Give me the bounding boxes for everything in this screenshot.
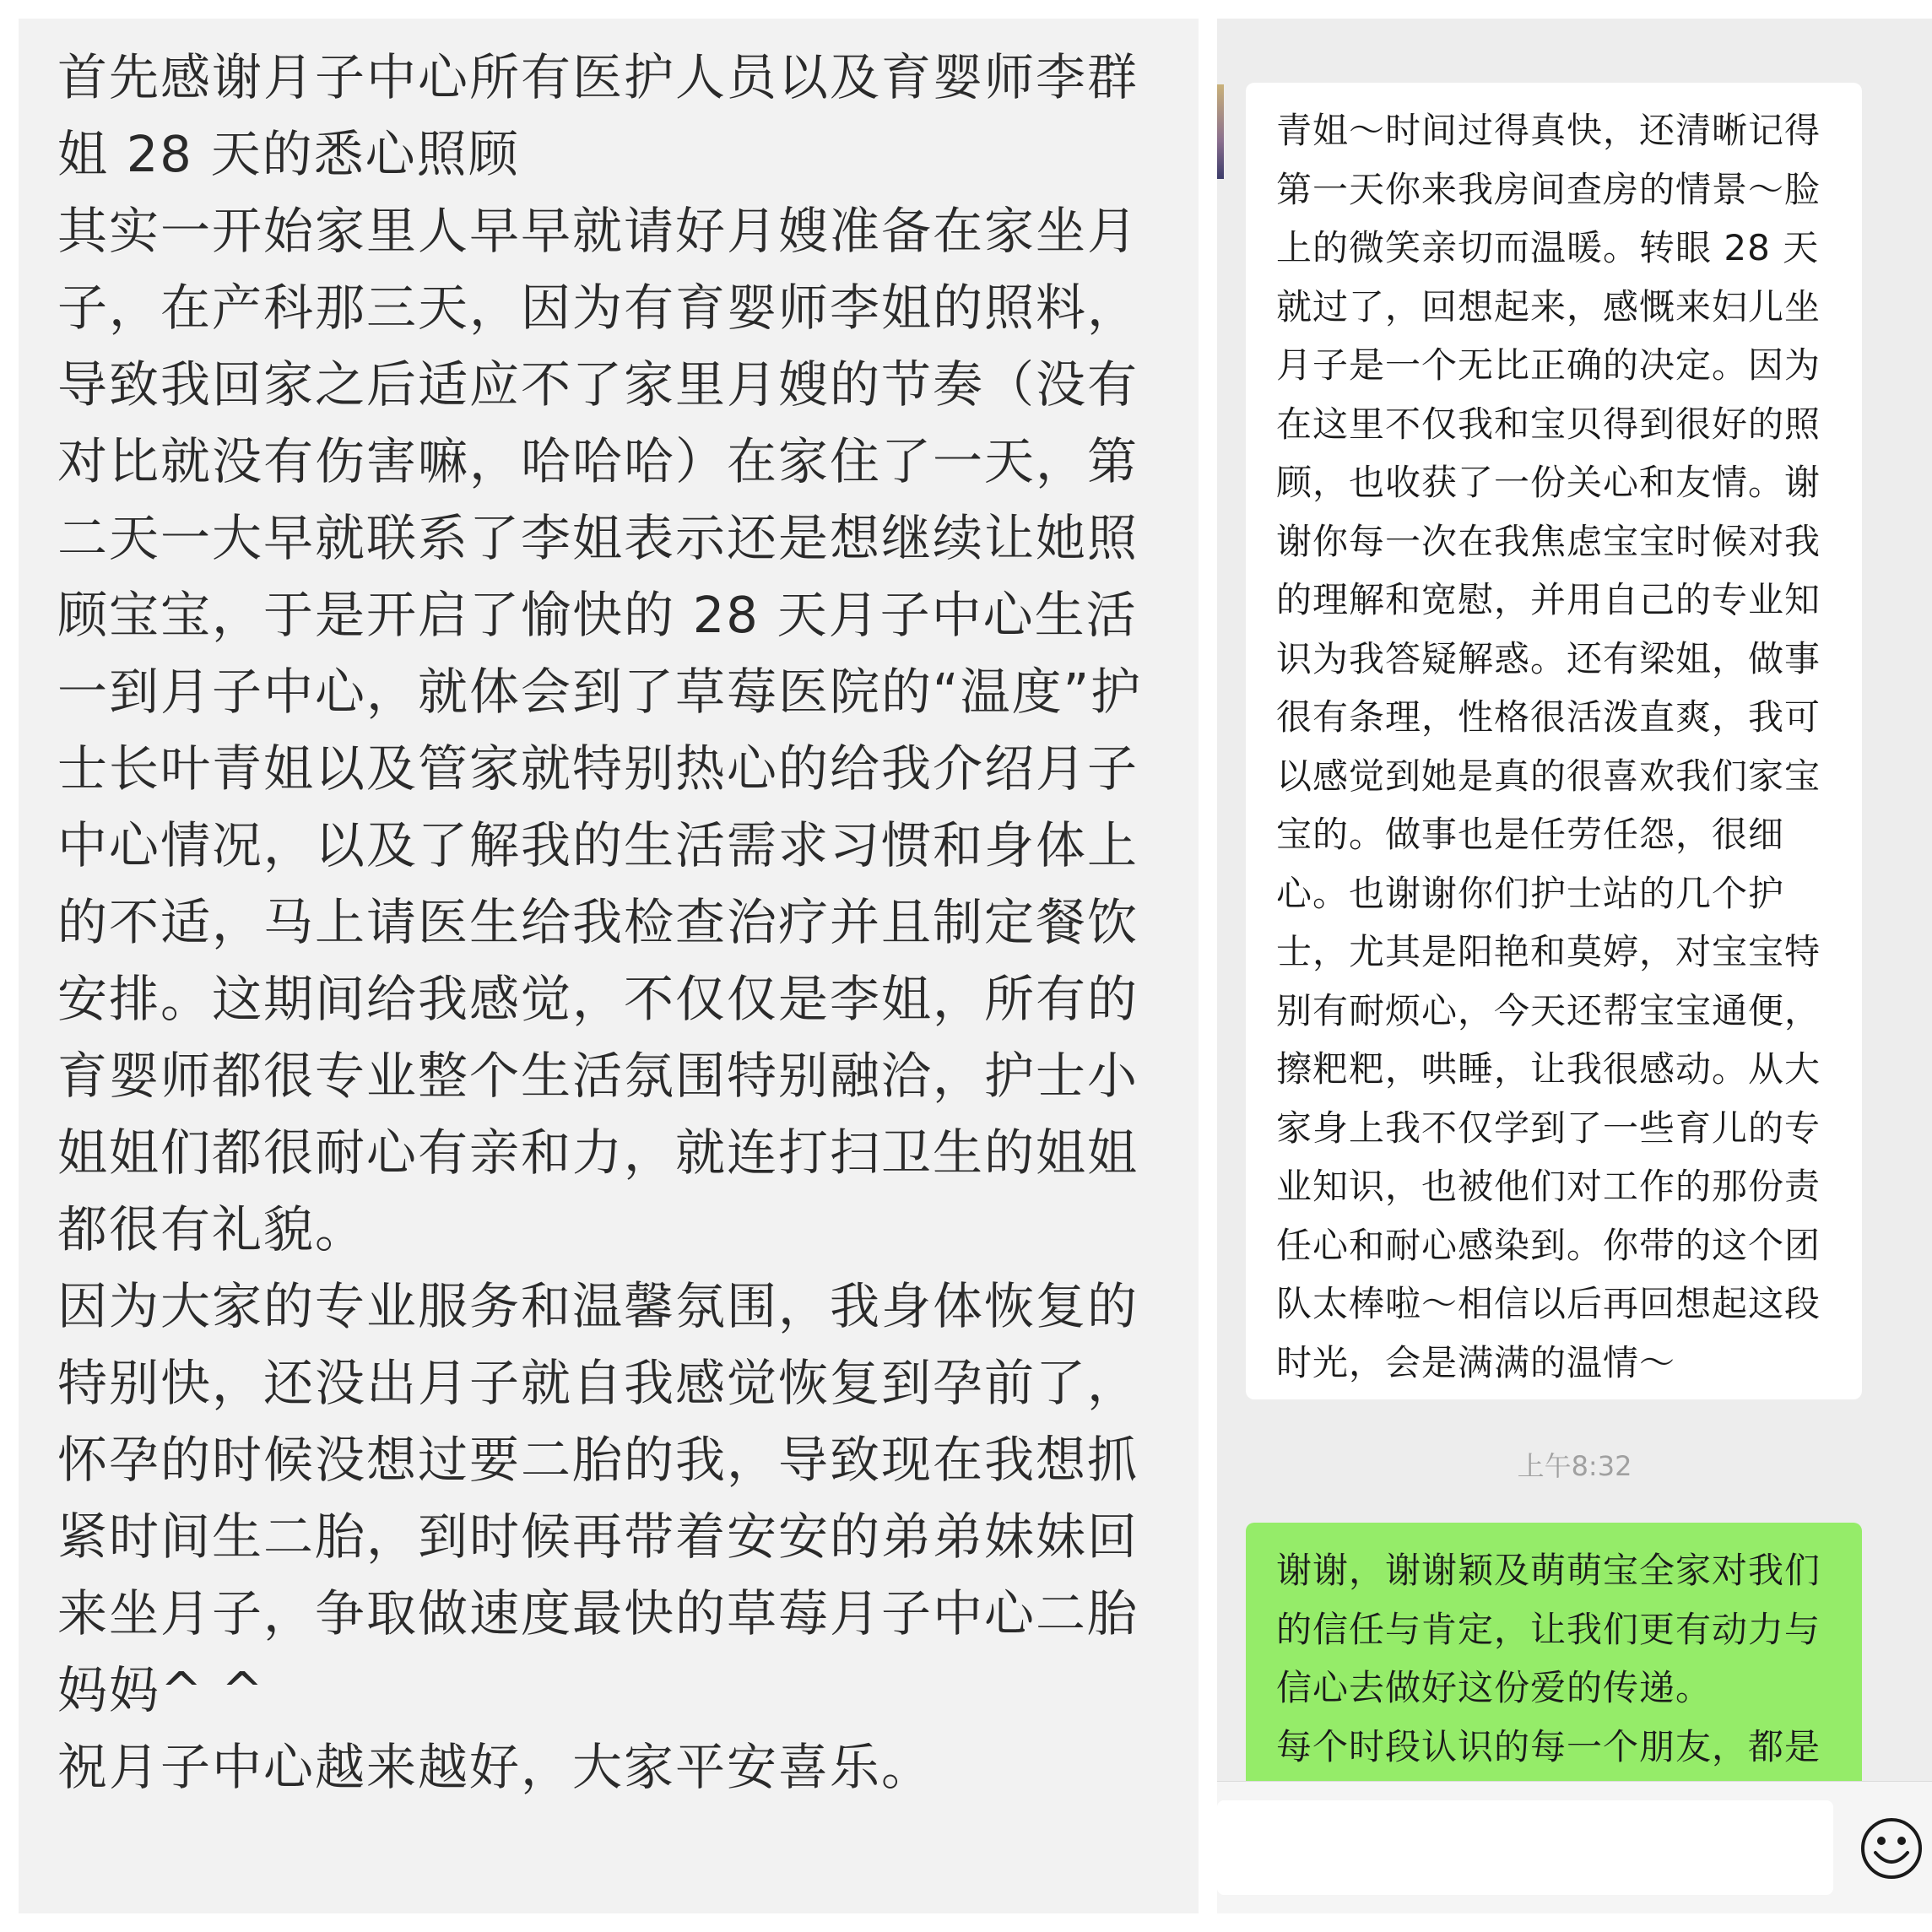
note-paragraph-4: 因为大家的专业服务和温馨氛围，我身体恢复的特别快，还没出月子就自我感觉恢复到孕前了，怀孕的时候没想过要二胎的我，导致现在我想抓紧时间生二胎，到时候再带着安安的弟弟妹妹回来坐月子，争取做速度最快的草莓月子中心二胎妈妈^ ^ (57, 1277, 1139, 1719)
note-paragraph-2: 其实一开始家里人早早就请好月嫂准备在家坐月子，在产科那三天，因为有育婴师李姐的照料，导致我回家之后适应不了家里月嫂的节奏（没有对比就没有伤害嘛，哈哈哈）在家住了一天，第二天一大早就联系了李姐表示还是想继续让她照顾宝宝，于是开启了愉快的 28 天月子中心生活 (57, 202, 1139, 644)
outgoing-message-bubble[interactable] (1246, 1523, 1862, 1810)
message-timestamp: 上午8:32 (1517, 1450, 1632, 1482)
avatar[interactable] (1217, 84, 1224, 179)
note-paragraph-5: 祝月子中心越来越好，大家平安喜乐。 (57, 1738, 934, 1796)
chat-panel (1217, 19, 1932, 1913)
chat-input-bar (1217, 1781, 1932, 1913)
note-paragraph-1: 首先感谢月子中心所有医护人员以及育婴师李群姐 28 天的悉心照顾 (57, 48, 1139, 183)
outgoing-message-text: 谢谢，谢谢颖及萌萌宝全家对我们的信任与肯定，让我们更有动力与信心去做好这份爱的传递。 每个时段认识的每一个朋友，都是 (1276, 1550, 1821, 1767)
message-input[interactable] (1217, 1800, 1833, 1895)
emoji-button[interactable] (1859, 1816, 1924, 1881)
note-panel (19, 19, 1199, 1913)
smiley-icon (1859, 1816, 1924, 1881)
incoming-message-text: 青姐～时间过得真快，还清晰记得第一天你来我房间查房的情景～脸上的微笑亲切而温暖。转眼 28 天就过了，回想起来，感慨来妇儿坐月子是一个无比正确的决定。因为在这里不仅我和宝贝得到很好的照顾，也收获了一份关心和友情。谢谢你每一次在我焦虑宝宝时候对我的理解和宽慰，并用自己的专业知识为我答疑解惑。还有梁姐，做事很有条理，性格很活泼直爽，我可以感觉到她是真的很喜欢我们家宝宝的。做事也是任劳任怨，很细心。也谢谢你们护士站的几个护士，尤其是阳艳和莫婷，对宝宝特别有耐烦心，今天还帮宝宝通便，擦粑粑，哄睡，让我很感动。从大家身上我不仅学到了一些育儿的专业知识，也被他们对工作的那份责任心和耐心感染到。你带的这个团队太棒啦～相信以后再回想起这段时光，会是满满的温情～ (1276, 110, 1821, 1383)
incoming-message-bubble[interactable] (1246, 83, 1862, 1399)
note-paragraph-3: 一到月子中心，就体会到了草莓医院的“温度”护士长叶青姐以及管家就特别热心的给我介绍月子中心情况，以及了解我的生活需求习惯和身体上的不适，马上请医生给我检查治疗并且制定餐饮安排。这期间给我感觉，不仅仅是李姐，所有的育婴师都很专业整个生活氛围特别融洽，护士小姐姐们都很耐心有亲和力，就连打扫卫生的姐姐都很有礼貌。 (57, 663, 1143, 1258)
